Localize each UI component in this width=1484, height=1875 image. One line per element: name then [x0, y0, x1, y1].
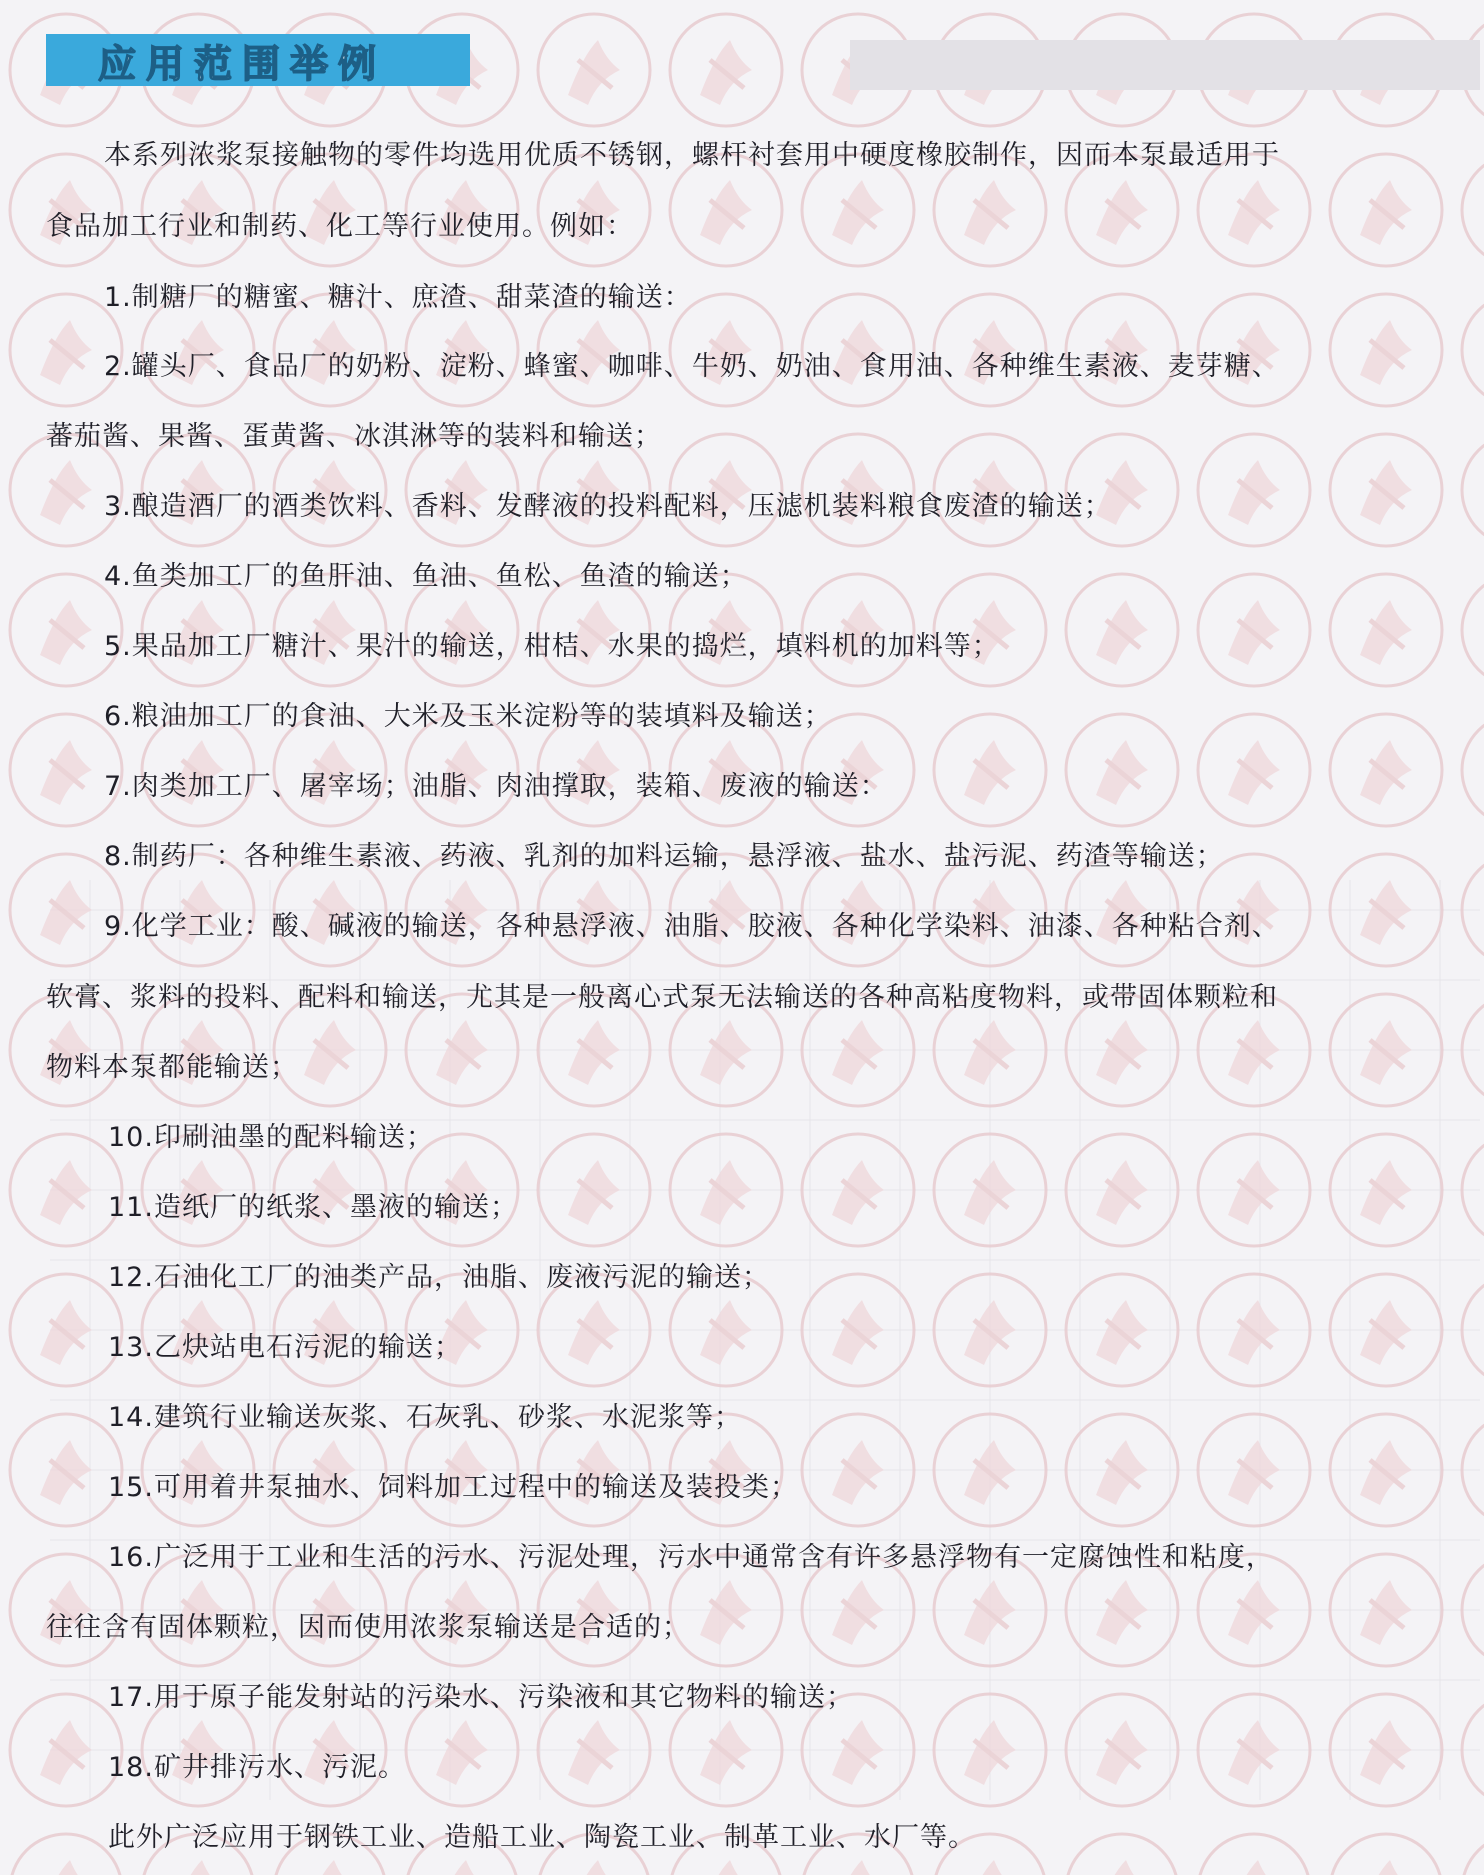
list-item-18: 18.矿井排污水、污泥。 [108, 1752, 406, 1783]
list-item-9-cont-2: 物料本泵都能输送； [46, 1052, 298, 1083]
list-item-7: 7.肉类加工厂、屠宰场；油脂、肉油撑取，装箱、废液的输送： [104, 771, 888, 802]
list-item-2-cont: 蕃茄酱、果酱、蛋黄酱、冰淇淋等的装料和输送； [46, 421, 662, 452]
list-item-17: 17.用于原子能发射站的污染水、污染液和其它物料的输送； [108, 1682, 854, 1713]
list-item-4: 4.鱼类加工厂的鱼肝油、鱼油、鱼松、鱼渣的输送； [104, 561, 748, 592]
list-item-16-cont: 往往含有固体颗粒，因而使用浓浆泵输送是合适的； [46, 1612, 690, 1643]
list-item-15: 15.可用着井泵抽水、饲料加工过程中的输送及装投类； [108, 1472, 798, 1503]
page-title: 应用范围举例 [98, 41, 387, 86]
list-item-6: 6.粮油加工厂的食油、大米及玉米淀粉等的装填料及输送； [104, 701, 832, 732]
list-item-5: 5.果品加工厂糖汁、果汁的输送，柑桔、水果的捣烂，填料机的加料等； [104, 631, 1000, 662]
list-item-3: 3.酿造酒厂的酒类饮料、香料、发酵液的投料配料，压滤机装料粮食废渣的输送； [104, 491, 1112, 522]
section-title-bar [46, 34, 470, 86]
list-item-2: 2.罐头厂、食品厂的奶粉、淀粉、蜂蜜、咖啡、牛奶、奶油、食用油、各种维生素液、麦芽糖、 [104, 351, 1280, 382]
intro-line-2: 食品加工行业和制药、化工等行业使用。例如： [46, 211, 634, 242]
closing-paragraph: 此外广泛应用于钢铁工业、造船工业、陶瓷工业、制革工业、水厂等。 [108, 1822, 976, 1853]
list-item-14: 14.建筑行业输送灰浆、石灰乳、砂浆、水泥浆等； [108, 1402, 742, 1433]
header-grey-band [850, 40, 1480, 90]
list-item-13: 13.乙炔站电石污泥的输送； [108, 1332, 462, 1363]
list-item-16: 16.广泛用于工业和生活的污水、污泥处理，污水中通常含有许多悬浮物有一定腐蚀性和粘度， [108, 1542, 1274, 1573]
list-item-9: 9.化学工业：酸、碱液的输送，各种悬浮液、油脂、胶液、各种化学染料、油漆、各种粘合剂、 [104, 911, 1280, 942]
list-item-1: 1.制糖厂的糖蜜、糖汁、庶渣、甜菜渣的输送： [104, 282, 692, 313]
list-item-10: 10.印刷油墨的配料输送； [108, 1122, 434, 1153]
intro-line-1: 本系列浓浆泵接触物的零件均选用优质不锈钢，螺杆衬套用中硬度橡胶制作，因而本泵最适用于 [104, 140, 1280, 171]
list-item-8: 8.制药厂：各种维生素液、药液、乳剂的加料运输，悬浮液、盐水、盐污泥、药渣等输送； [104, 841, 1224, 872]
list-item-9-cont-1: 软膏、浆料的投料、配料和输送，尤其是一般离心式泵无法输送的各种高粘度物料，或带固体颗粒和 [46, 982, 1278, 1013]
list-item-12: 12.石油化工厂的油类产品，油脂、废液污泥的输送； [108, 1262, 770, 1293]
list-item-11: 11.造纸厂的纸浆、墨液的输送； [108, 1192, 518, 1223]
